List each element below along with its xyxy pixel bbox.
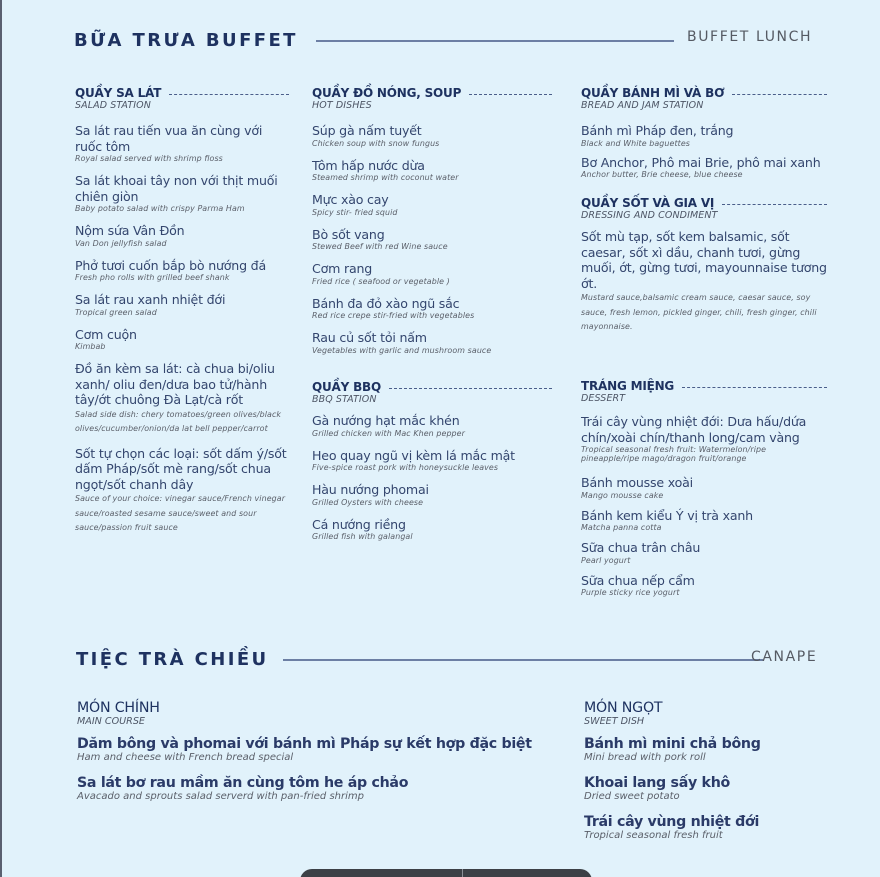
viewer-toolbar[interactable] (300, 869, 592, 877)
item-name-vi: Gà nướng hạt mắc khén (312, 413, 460, 428)
item-name-vi: Bánh mousse xoài (581, 475, 693, 490)
item-name-en: Kimbab (75, 342, 106, 351)
buffet-column-2 (312, 86, 552, 541)
menu-item (581, 155, 827, 181)
canape-title-vi: TIỆC TRÀ CHIỀU (76, 649, 269, 670)
menu-item (77, 736, 557, 764)
item-name-en: Matcha panna cotta (581, 523, 662, 532)
item-name-en: Van Don jellyfish salad (75, 238, 167, 248)
item-name-vi: Cá nướng riềng (312, 516, 406, 532)
station-subtitle: DRESSING AND CONDIMENT (581, 210, 718, 221)
station-header (312, 380, 552, 394)
buffet-section-header (74, 30, 674, 51)
station-subtitle: SALAD STATION (75, 100, 151, 111)
canape-title-en: CANAPE (751, 649, 818, 665)
item-name-vi: Cơm cuộn (75, 326, 137, 342)
station-title: QUẦY ĐỒ NÓNG, SOUP (312, 86, 462, 100)
item-name-vi: Bánh mì Pháp đen, trắng (581, 123, 734, 138)
station-header (581, 86, 827, 100)
item-name-vi: Khoai lang sấy khô (584, 775, 730, 791)
item-name-en: Grilled Oysters with cheese (312, 497, 424, 507)
item-name-vi: Sữa chua trân châu (581, 540, 701, 555)
item-name-en: Spicy stir- fried squid (312, 207, 398, 217)
menu-item (312, 448, 552, 474)
course-title: MÓN CHÍNH (77, 700, 160, 716)
item-name-vi: Sa lát rau xanh nhiệt đới (75, 292, 226, 307)
toolbar-divider (462, 869, 463, 877)
item-name-vi: Cơm rang (312, 261, 373, 276)
item-name-en: Grilled fish with galangal (312, 532, 413, 541)
menu-item (581, 540, 827, 566)
item-name-en: Tropical seasonal fresh fruit: Watermelon/ripe pineapple/ripe mago/dragon fruit/orange (581, 445, 767, 463)
item-name-vi: Sốt tự chọn các loại: sốt dấm ý/sốt dấm Pháp/sốt mè rang/sốt chua ngọt/sốt chanh dây (75, 445, 287, 492)
item-name-vi: Sa lát rau tiến vua ăn cùng với ruốc tôm (75, 123, 263, 154)
item-name-vi: Bơ Anchor, Phô mai Brie, phô mai xanh (581, 154, 821, 170)
menu-item (581, 475, 827, 501)
dashed-divider (722, 204, 827, 205)
item-name-vi: Dăm bông và phomai với bánh mì Pháp sự kết hợp đặc biệt (77, 736, 532, 752)
station-subtitle: BREAD AND JAM STATION (581, 100, 704, 111)
menu-item (75, 292, 289, 318)
item-name-en: Fresh pho rolls with grilled beef shank (75, 273, 230, 282)
item-name-vi: Mực xào cay (312, 192, 389, 207)
menu-item (77, 775, 557, 803)
menu-item (581, 229, 827, 335)
menu-item (312, 192, 552, 218)
item-name-en: Vegetables with garlic and mushroom sauce (312, 345, 492, 355)
menu-item (581, 123, 827, 149)
dashed-divider (682, 387, 827, 388)
item-name-en: Tropical green salad (75, 307, 157, 317)
item-name-vi: Phở tươi cuốn bắp bò nướng đá (75, 257, 266, 273)
canape-section-header (76, 649, 763, 670)
menu-item (75, 361, 289, 437)
menu-item (312, 413, 552, 439)
item-name-vi: Đồ ăn kèm sa lát: cà chua bi/oliu xanh/ oliu đen/dưa bao tử/hành tây/ớt chuông Đà Lạt/cà rốt (75, 361, 275, 407)
buffet-column-1 (75, 86, 289, 536)
menu-item (584, 736, 844, 764)
item-name-vi: Trái cây vùng nhiệt đới (584, 814, 760, 830)
item-name-vi: Trái cây vùng nhiệt đới: Dưa hấu/dứa chín/xoài chín/thanh long/cam vàng (581, 414, 807, 445)
station-title: QUẦY SA LÁT (75, 86, 162, 100)
item-name-en: Mustard sauce,balsamic cream sauce, caesar sauce, soy sauce, fresh lemon, pickled ginger, chili, fresh ginger, chili mayonnaise. (581, 293, 817, 331)
item-name-vi: Bánh mì mini chả bông (584, 736, 761, 752)
item-name-vi: Sốt mù tạp, sốt kem balsamic, sốt caesar, sốt xì dầu, chanh tươi, gừng muối, ớt, gừng tươi, mayounnaise tương ớt. (581, 229, 827, 291)
item-name-en: Mini bread with pork roll (584, 752, 706, 763)
item-name-en: Chicken soup with snow fungus (312, 138, 440, 148)
menu-item (312, 330, 552, 356)
station-subtitle: DESSERT (581, 393, 626, 404)
station-header (581, 196, 827, 210)
item-name-en: Avacado and sprouts salad serverd with pan-fried shrimp (77, 791, 364, 802)
station-dressing (581, 196, 827, 335)
station-header (581, 379, 827, 393)
menu-item (312, 517, 552, 543)
menu-item (581, 414, 827, 463)
menu-item (312, 123, 552, 149)
buffet-header-rule (316, 40, 674, 42)
menu-item (312, 261, 552, 287)
item-name-vi: Heo quay ngũ vị kèm lá mắc mật (312, 447, 515, 463)
course-subtitle: MAIN COURSE (77, 716, 145, 727)
item-name-en: Ham and cheese with French bread special (77, 752, 294, 763)
station-bbq (312, 380, 552, 542)
dashed-divider (169, 94, 289, 95)
item-name-en: Purple sticky rice yogurt (581, 588, 680, 597)
item-name-en: Red rice crepe stir-fried with vegetables (312, 311, 475, 320)
menu-item (584, 775, 844, 803)
dashed-divider (469, 94, 552, 95)
canape-header-rule (283, 659, 763, 661)
station-title: QUẦY SỐT VÀ GIA VỊ (581, 196, 715, 210)
menu-item (581, 573, 827, 599)
item-name-en: Fried rice ( seafood or vegetable ) (312, 276, 450, 286)
station-header (312, 86, 552, 100)
item-name-en: Tropical seasonal fresh fruit (584, 830, 723, 841)
item-name-en: Black and White baguettes (581, 138, 691, 148)
station-title: TRÁNG MIỆNG (581, 379, 675, 393)
menu-item (75, 223, 289, 249)
canape-main-course (77, 700, 557, 803)
item-name-vi: Sữa chua nếp cẩm (581, 572, 695, 588)
menu-item (312, 227, 552, 253)
item-name-vi: Tôm hấp nước dừa (312, 157, 425, 173)
item-name-en: Baby potato salad with crispy Parma Ham (75, 204, 245, 213)
item-name-en: Mango mousse cake (581, 490, 664, 500)
dashed-divider (732, 94, 827, 95)
station-salad (75, 86, 289, 536)
item-name-en: Sauce of your choice: vinegar sauce/French vinegar sauce/roasted sesame sauce/sweet and sour sauce/passion fruit sauce (75, 494, 286, 532)
menu-item (75, 446, 289, 536)
item-name-en: Royal salad served with shrimp floss (75, 154, 223, 163)
item-name-en: Salad side dish: chery tomatoes/green olives/black olives/cucumber/onion/da lat bell pepper/carrot (75, 409, 282, 433)
item-name-en: Dried sweet potato (584, 791, 680, 802)
menu-item (75, 173, 289, 214)
item-name-en: Five-spice roast pork with honeysuckle leaves (312, 463, 499, 472)
item-name-vi: Nộm sứa Vân Đồn (75, 223, 185, 238)
item-name-en: Stewed Beef with red Wine sauce (312, 242, 448, 251)
course-subtitle: SWEET DISH (584, 716, 645, 727)
menu-item (581, 508, 827, 534)
menu-item (75, 258, 289, 284)
station-title: QUẦY BÁNH MÌ VÀ BƠ (581, 86, 725, 100)
canape-sweet-dish (584, 700, 844, 842)
item-name-vi: Bánh đa đỏ xào ngũ sắc (312, 295, 460, 311)
buffet-title-vi: BỮA TRƯA BUFFET (74, 30, 298, 51)
station-dessert (581, 379, 827, 598)
item-name-vi: Sa lát bơ rau mầm ăn cùng tôm he áp chảo (77, 775, 409, 791)
station-header (75, 86, 289, 100)
item-name-vi: Bánh kem kiểu Ý vị trà xanh (581, 507, 753, 523)
buffet-column-3 (581, 86, 827, 597)
item-name-vi: Hàu nướng phomai (312, 482, 429, 497)
item-name-vi: Sa lát khoai tây non với thịt muối chiên giòn (75, 173, 278, 204)
item-name-vi: Bò sốt vang (312, 226, 385, 242)
item-name-vi: Súp gà nấm tuyết (312, 123, 422, 138)
course-title: MÓN NGỌT (584, 700, 663, 716)
item-name-en: Grilled chicken with Mac Khen pepper (312, 428, 465, 438)
window-edge (0, 0, 2, 877)
menu-item (312, 482, 552, 508)
item-name-en: Pearl yogurt (581, 555, 631, 565)
item-name-en: Anchor butter, Brie cheese, blue cheese (581, 170, 743, 179)
buffet-title-en: BUFFET LUNCH (687, 29, 813, 45)
station-hot-dishes (312, 86, 552, 356)
station-subtitle: BBQ STATION (312, 394, 377, 405)
station-bread (581, 86, 827, 180)
menu-item (75, 123, 289, 164)
menu-item (312, 296, 552, 322)
item-name-en: Steamed shrimp with coconut water (312, 173, 459, 182)
menu-item (312, 158, 552, 184)
menu-item (584, 814, 844, 842)
dashed-divider (389, 388, 552, 389)
station-title: QUẦY BBQ (312, 380, 381, 394)
menu-item (75, 327, 289, 353)
station-subtitle: HOT DISHES (312, 100, 372, 111)
item-name-vi: Rau củ sốt tỏi nấm (312, 330, 427, 345)
